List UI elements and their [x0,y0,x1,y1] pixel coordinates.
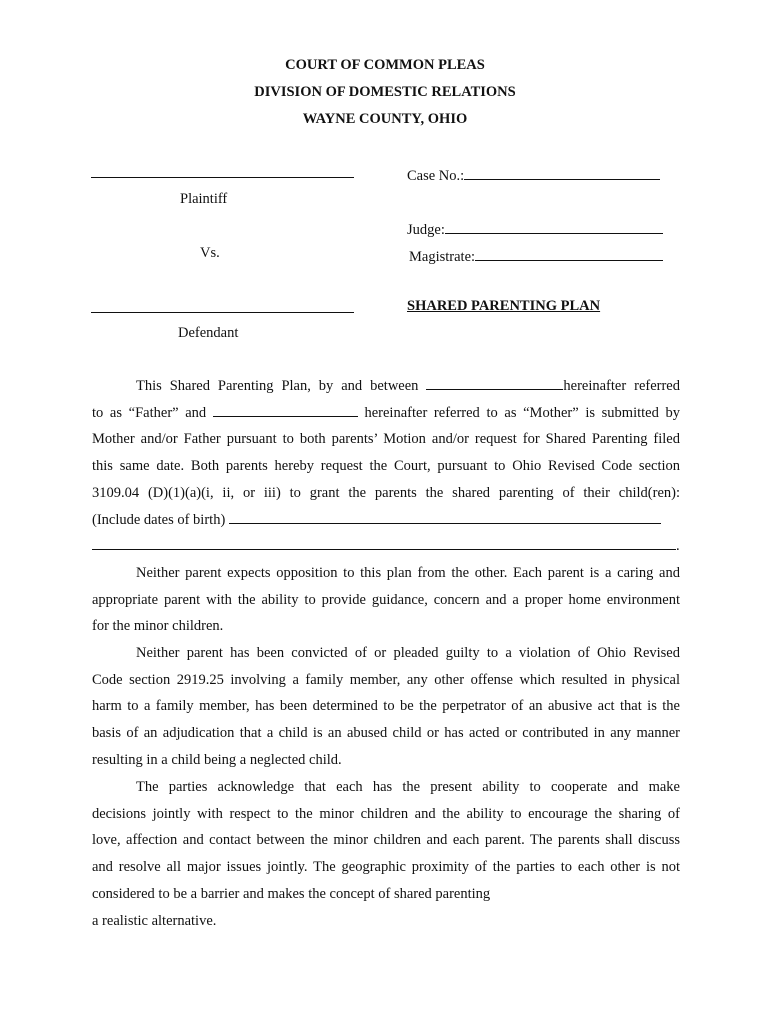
judge-blank[interactable] [445,219,663,234]
p3-line-3: harm to a family member, has been determined to be the perpetrator of an abusive act that is the [92,698,680,715]
defendant-name-line[interactable] [91,312,354,313]
court-name: COURT OF COMMON PLEAS [285,57,485,73]
case-no-field [407,165,660,184]
judge-label: Judge: [407,222,445,238]
p1-line-5: 3109.04 (D)(1)(a)(i, ii, or iii) to grant the parents the shared parenting of their child(ren): [92,484,680,501]
paragraph-opposition [92,560,680,640]
court-division: DIVISION OF DOMESTIC RELATIONS [254,84,516,100]
p4-line-5: considered to be a barrier and makes the concept of shared parenting [92,885,491,902]
children-dob-blank[interactable] [229,509,661,524]
p4-line-4: and resolve all major issues jointly. The geographic proximity of the parties to each other is not [92,859,680,876]
p2-line-3: for the minor children. [92,618,224,635]
p1-line-6: (Include dates of birth) [92,511,226,528]
p3-line-5: resulting in a child being a neglected child. [92,751,342,768]
children-dob-blank-2[interactable] [92,535,676,550]
p3-line-1: Neither parent has been convicted of or pleaded guilty to a violation of Ohio Revised [136,645,680,661]
case-no-label: Case No.: [407,168,465,184]
p1-text-1: This Shared Parenting Plan, by and between [136,378,419,394]
p1-line-4: this same date. Both parents hereby request the Court, pursuant to Ohio Revised Code section [92,458,680,475]
case-no-blank[interactable] [464,165,660,180]
p2-line-1: Neither parent expects opposition to this plan from the other. Each parent is a caring and [136,565,680,581]
defendant-label: Defendant [178,325,239,341]
magistrate-field [409,246,663,265]
paragraph-cooperation [92,774,680,934]
p1-end-period: . [676,538,680,555]
p1-text-3: to as “Father” and [92,404,207,421]
p1-line-3: Mother and/or Father pursuant to both parents’ Motion and/or request for Shared Parenting filed [92,431,680,448]
p3-line-4: basis of an adjudication that a child is an abused child or has acted or contributed in any manner [92,725,680,742]
plan-title: SHARED PARENTING PLAN [407,298,601,314]
p4-line-6: a realistic alternative. [92,912,217,929]
paragraph-parties [92,373,680,560]
court-county: WAYNE COUNTY, OHIO [302,111,468,127]
father-name-blank[interactable] [426,375,563,390]
p4-line-2: decisions jointly with respect to the minor children and the ability to encourage the sharing of [92,805,680,822]
p3-line-2: Code section 2919.25 involving a family member, any other offense which resulted in physical [92,671,680,688]
mother-name-blank[interactable] [213,402,358,417]
p4-line-3: love, affection and contact between the minor children and each parent. The parents shall discuss [92,832,680,849]
paragraph-convictions [92,640,680,774]
p1-text-4: hereinafter referred to as “Mother” is submitted by [364,404,680,421]
plaintiff-name-line[interactable] [91,177,354,178]
plaintiff-label: Plaintiff [180,191,228,207]
p2-line-2: appropriate parent with the ability to provide guidance, concern and a proper home environment [92,591,680,608]
judge-field [407,219,663,238]
vs-label: Vs. [200,245,220,261]
p1-text-2: hereinafter referred [563,378,680,394]
p4-line-1: The parties acknowledge that each has the present ability to cooperate and make [136,779,680,795]
magistrate-blank[interactable] [475,246,663,261]
magistrate-label: Magistrate: [409,249,476,265]
